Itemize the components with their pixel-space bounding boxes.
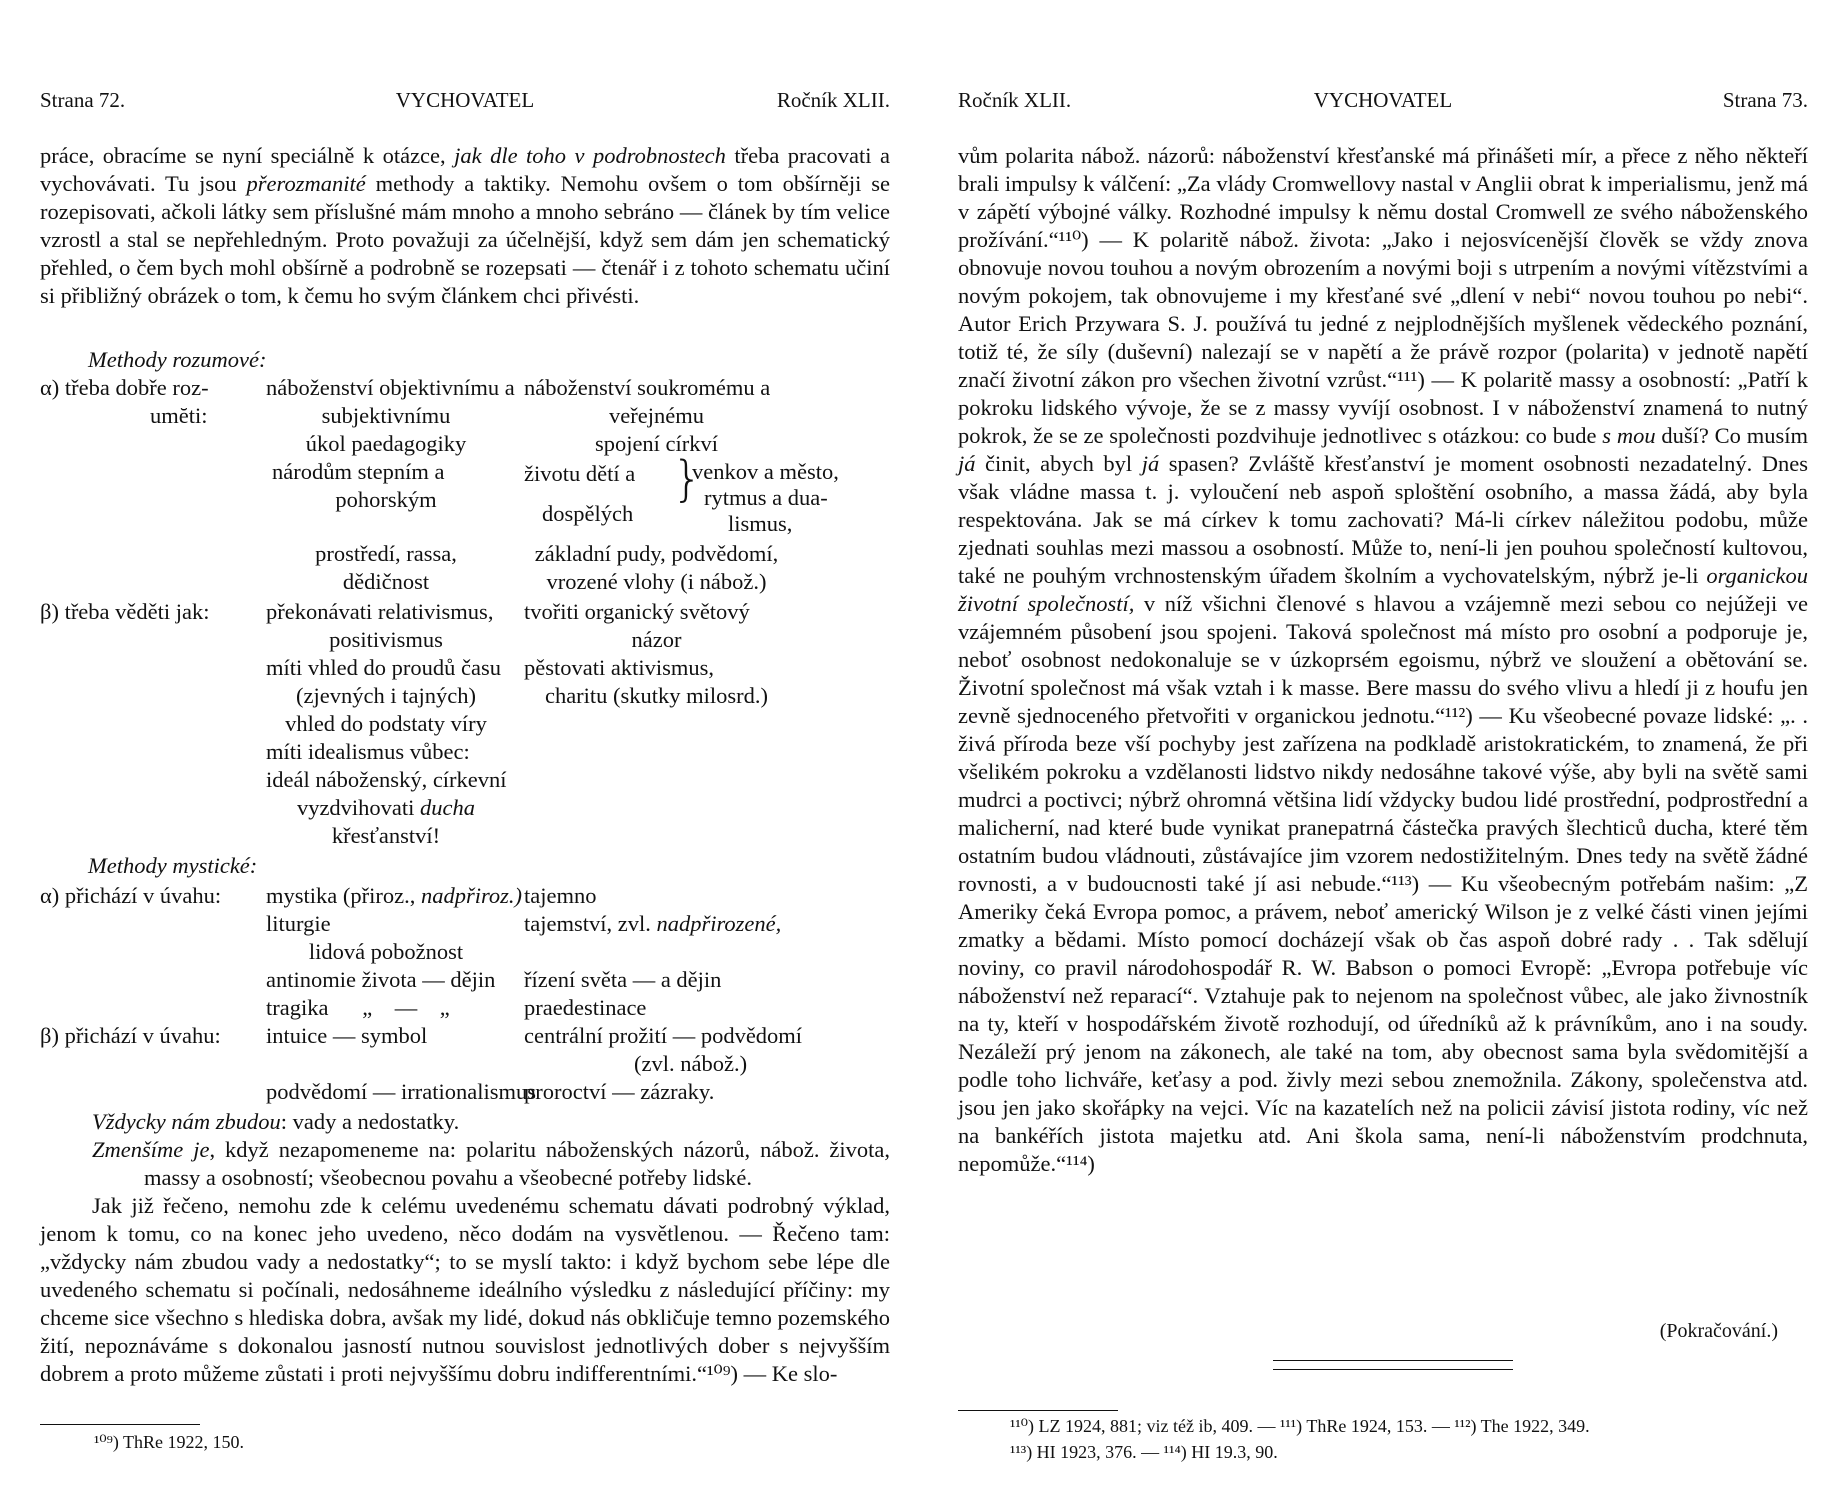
zmensime-italic: Zmenšíme je (92, 1137, 210, 1162)
rozumove-cell: veřejnému (609, 403, 704, 428)
right-text-4: spasen? Zvláště křesťanství je moment osobnosti nezadatelný. Dnes však vládne massa t. j. vyloučení neb aspoň sploštění osobního, a massa žádá, aby byla respektována. Jak se má církev k tomu zachovati? Má-li církev náležitou podobu, může zjednati souhlas mezi massou a osobností. Může to, není-li jen pouhou společností kultovou, také ne pouhým vrchnostenským úřadem školním a vychovatelským, nýbrž je-li (958, 451, 1808, 588)
nadpriroz-italic: nadpřiroz.) (420, 883, 523, 908)
rozumove-cell: dědičnost (342, 569, 430, 594)
rozumove-label-alpha: α) třeba dobře roz- (40, 375, 209, 400)
intro-text-c: třeba pracovati a vychovávati. Tu jsou (40, 143, 890, 196)
rozumove-cell: názor (631, 627, 682, 652)
left-footnote: ¹⁰⁹) ThRe 1922, 150. (94, 1432, 245, 1452)
ducha-italic: ducha (420, 795, 476, 820)
right-text-1: vům polarita nábož. názorů: náboženství křesťanské má přinášeti mír, a přece z něho někteří brali impulsy k válčení: „Za vlády Cromwellovy nastal v Anglii obrat k imperialismu, jenž má v zápětí výbojné války. Rozhodné impulsy k němu dostal Cromwell ze svého náboženského prožívání.“¹¹⁰) — K polaritě nábož. života: „Jako i nejosvícenější člověk se vždy znova obnovuje novou touhou a novým obrozením a novými boji s utrpením a novými vítězstvími a novým pokojem, tak obnovujeme i my křesťané své „dlení v nebi“ novou touhou po nebi“. Autor Erich Przywara S. J. používá tu jedné z nejplodnějších myšlenek vědeckého poznání, totiž té, že síly (duševní) nalezají se v napětí a že právě rozpor (polarita) v jednotě napětí značí životní zákon pro všechen životní vzrůst.“¹¹¹) — K polaritě massy a osobností: „Patří k pokroku lidského vývoje, že se z massy vyvíjí osobnost. I v náboženství znamená to nutný pokrok, že se ze společnosti pozdvihuje jednotlivec s otázkou: co bude (958, 143, 1808, 448)
nadprirozene-italic: nadpřirozené, (656, 911, 782, 936)
closing-paragraph: Jak již řečeno, nemohu zde k celému uvedenému schematu dávati podrobný výklad, jenom k tomu, co na konec jeho uvedeno, něco dodám na vysvětlenou. — Řečeno tam: „vždycky nám zbudou vady a nedostatky“; to se myslí takto: i když bychom sebe lépe dle uvedeného schematu si počínali, nedosáhneme ideálního výsledku z následující příčiny: my chceme sice všechno s hlediska dobra, avšak my lidé, dokud nás obkličuje temno pozemského žití, nepoznáváme s dokonalou jasností nutnou souvislost jednotlivých dober s nejvyšším dobrem a proto můžeme zůstati i proti nejvyššímu dobru indifferentními.“¹⁰⁹) — Ke slo- (40, 1193, 890, 1386)
mystika-text: mystika (přiroz., (266, 883, 421, 908)
ja-italic: já (958, 451, 976, 476)
rozumove-cell: úkol paedagogiky (305, 431, 467, 456)
methody-mysticke-heading: Methody mystické: (88, 853, 258, 878)
rozumove-cell: spojení církví (594, 431, 719, 456)
rozumove-cell: pohorským (335, 487, 437, 512)
brace-item: venkov a město, (692, 459, 839, 484)
mysticke-cell: intuice — symbol (266, 1023, 428, 1048)
intro-italic-d: přerozmanité (246, 171, 366, 196)
methody-rozumove-heading: Methody rozumové: (88, 347, 267, 372)
intro-text-e: methody a taktiky. Nemohu ovšem o tom obšírněji se rozepisovati, ačkoli látky sem příslušné mám mnoho a mnoho sebráno — článek by tím velice vzrostl a stal se nepřehledným. Proto považuji za účelnější, když sem dám jen schematický přehled, o čem bych mohl obšírně a podrobně se rozepsati — čtenář i z tohoto schematu učiní si přibližný obrázek o tom, k čemu ho svým článkem chci přivésti. (40, 171, 890, 308)
mysticke-cell: tragika „ — „ (266, 995, 450, 1020)
rozumove-cell: vrozené vlohy (i nábož.) (546, 569, 767, 594)
rozumove-cell: ideál náboženský, církevní (266, 767, 507, 792)
double-rule (1273, 1360, 1513, 1370)
right-brace-icon: } (672, 451, 703, 507)
mysticke-cell: podvědomí — irrationalismus (266, 1079, 536, 1104)
ja-italic: já (1141, 451, 1160, 476)
mysticke-cell: praedestinace (524, 995, 647, 1020)
zbudou-line (40, 1108, 890, 1136)
mysticke-label-beta: β) přichází v úvahu: (40, 1023, 221, 1048)
left-summary (40, 1108, 890, 1388)
tajemstvi-text: tajemství, zvl. (524, 911, 657, 936)
mysticke-cell: řízení světa — a dějin (524, 967, 722, 992)
rozumove-label-alpha-cont: umĕti: (150, 403, 208, 428)
mysticke-cell: liturgie (266, 911, 331, 936)
right-page (958, 0, 1808, 1500)
brace-item: lismus, (728, 511, 793, 536)
right-paragraph (958, 142, 1808, 1178)
right-footnote: ¹¹³) HI 1923, 376. — ¹¹⁴) HI 19.3, 90. (1010, 1442, 1278, 1462)
rozumove-cell: náboženství soukromému a (524, 375, 771, 400)
right-text-3: činit, abych byl (975, 451, 1142, 476)
mysticke-cell: lidová pobožnost (308, 939, 464, 964)
mysticke-cell (266, 882, 522, 910)
mysticke-cell: (zvl. nábož.) (634, 1051, 748, 1076)
mysticke-label-alpha: α) přichází v úvahu: (40, 883, 222, 908)
rozumove-cell: charitu (skutky milosrd.) (544, 683, 769, 708)
s-mou-italic: s mou (1602, 423, 1656, 448)
footnote-rule (40, 1424, 200, 1425)
zbudou-text: : vady a nedostatky. (280, 1109, 460, 1134)
right-volume: Ročník XLII. (958, 88, 1072, 112)
left-journal-title: VYCHOVATEL (395, 88, 535, 112)
mysticke-cell: tajemno (524, 883, 597, 908)
mysticke-cell: centrální prožití — podvědomí (524, 1023, 803, 1048)
left-page (40, 0, 890, 1500)
intro-italic-b: jak dle toho v podrobnostech (454, 143, 726, 168)
zmensime-line (40, 1136, 890, 1192)
rozumove-cell: vhled do podstaty víry (285, 711, 487, 736)
organickou-italic: organickou životní společností, (958, 563, 1808, 616)
right-header (958, 88, 1808, 118)
left-volume: Ročník XLII. (776, 88, 890, 112)
rozumove-cell: subjektivnímu (321, 403, 451, 428)
rozumove-cell: pěstovati aktivismus, (524, 655, 714, 680)
mysticke-cell (524, 910, 781, 938)
right-text-2: duší? Co musím (1655, 423, 1808, 448)
mysticke-cell: proroctví — zázraky. (524, 1079, 715, 1104)
mysticke-cell: antinomie života — dějin (266, 967, 496, 992)
left-intro-paragraph (40, 142, 890, 310)
zbudou-italic: Vždycky nám zbudou (92, 1109, 281, 1134)
rozumove-cell: národům stepním a (272, 459, 445, 484)
right-footnote: ¹¹⁰) LZ 1924, 881; viz též ib, 409. — ¹¹¹) ThRe 1924, 153. — ¹¹²) The 1922, 349. (1010, 1416, 1590, 1436)
rozumove-label-beta: β) třeba věděti jak: (40, 599, 210, 624)
rozumove-cell: křesťanství! (331, 823, 441, 848)
rozumove-cell: dospělých (542, 501, 634, 526)
rozumove-cell: tvořiti organický světový (524, 599, 750, 624)
right-text-5: v níž všichni členové s hlavou a vzájemně mezi sebou co nejúžeji ve vzájemném působení jsou spojeni. Taková společnost má místo pro osobní a podporuje je, neboť osobnost nedokonaluje se v úzkoprsém egoismu, nýbrž ve sloužení a obětování se. Životní společnost má však vztah i k masse. Bere massu do svého vlivu a hledí ji z houfu jen zevně sjednoceného přetvořiti v organickou jednotu.“¹¹²) — Ku všeobecné povaze lidské: „. . živá příroda beze vší pochyby jest zařízena na podkladě aristokratickém, to znamená, že při všelikém pokroku a vzdělanosti lidstvo nikdy nedosáhne takové výše, aby byli na světě sami mudrci a poctivci; nýbrž ohromná většina lidí vždycky budou lidé prostřední, podprostřední a malicherní, nad které bude vynikat pranepatrná částečka pravých šlechticů ducha, které těm ostatním budou vládnouti, zůstávajíce jim vzorem nedostižitelným. Dnes tedy na světě žádné rovnosti, a v budoucnosti také jí asi nebude.“¹¹³) — Ku všeobecným potřebám našim: „Z Ameriky čeká Evropa pomoc, a právem, neboť americký Wilson je z velké části vinen jejími zmatky a bědami. Místo pomocí docházejí však ob čas aspoň dobré rady . . Tak sdělují noviny, co pravil národohospodář R. W. Babson o pomoci Evropě: „Evropa potřebuje víc náboženství než reparací“. Vztahuje pak to nejenom na společnost vůbec, ale jako živnostník na ty, kteří v hospodářském životě rozhodují, od úředníků až k právníkům, ano i na soudy. Nezáleží prý jenom na zákonech, ale také na tom, aby obecnost sama byla svědomitější a podle toho lichváře, keťasy a pod. živly mezi sebou znemožnila. Zákony, společenstva atd. jsou jen jako skořápky na vejci. Víc na kazatelích než na policii závisí jistota rodiny, víc než na bankéřích jistota majetku atd. Ani škola sama, není-li náboženstvím prodchnuta, nepomůže.“¹¹⁴) (958, 591, 1808, 1176)
zmensime-text: , když nezapomeneme na: polaritu náboženských názorů, nábož. života, massy a osobností; všeobecnou povahu a všeobecné potřeby lidské. (144, 1137, 891, 1190)
brace-item: rytmus a dua- (704, 485, 828, 510)
rozumove-cell: positivismus (329, 627, 443, 652)
rozumove-cell-ducha (266, 794, 506, 822)
rozumove-cell: základní pudy, podvědomí, (534, 541, 779, 566)
rozumove-cell: míti idealismus vůbec: (266, 739, 470, 764)
vyzdvihovati-text: vyzdvihovati (296, 795, 415, 820)
rozumove-cell: překonávati relativismus, (266, 599, 494, 624)
right-page-number: Strana 73. (1722, 88, 1808, 112)
rozumove-cell: prostředí, rassa, (315, 541, 457, 566)
continued-note: (Pokračování.) (1659, 1320, 1778, 1342)
right-journal-title: VYCHOVATEL (1313, 88, 1453, 112)
rozumove-cell: životu dětí a (524, 461, 636, 486)
right-body (958, 142, 1808, 1178)
rozumove-cell: míti vhled do proudů času (266, 655, 501, 680)
footnote-rule (958, 1410, 1118, 1411)
left-header (40, 88, 890, 118)
left-page-number: Strana 72. (40, 88, 126, 112)
rozumove-cell: náboženství objektivnímu a (266, 375, 515, 400)
rozumove-cell: (zjevných i tajných) (296, 683, 476, 708)
intro-text-a: práce, obracíme se nyní speciálně k otázce, (40, 143, 455, 168)
